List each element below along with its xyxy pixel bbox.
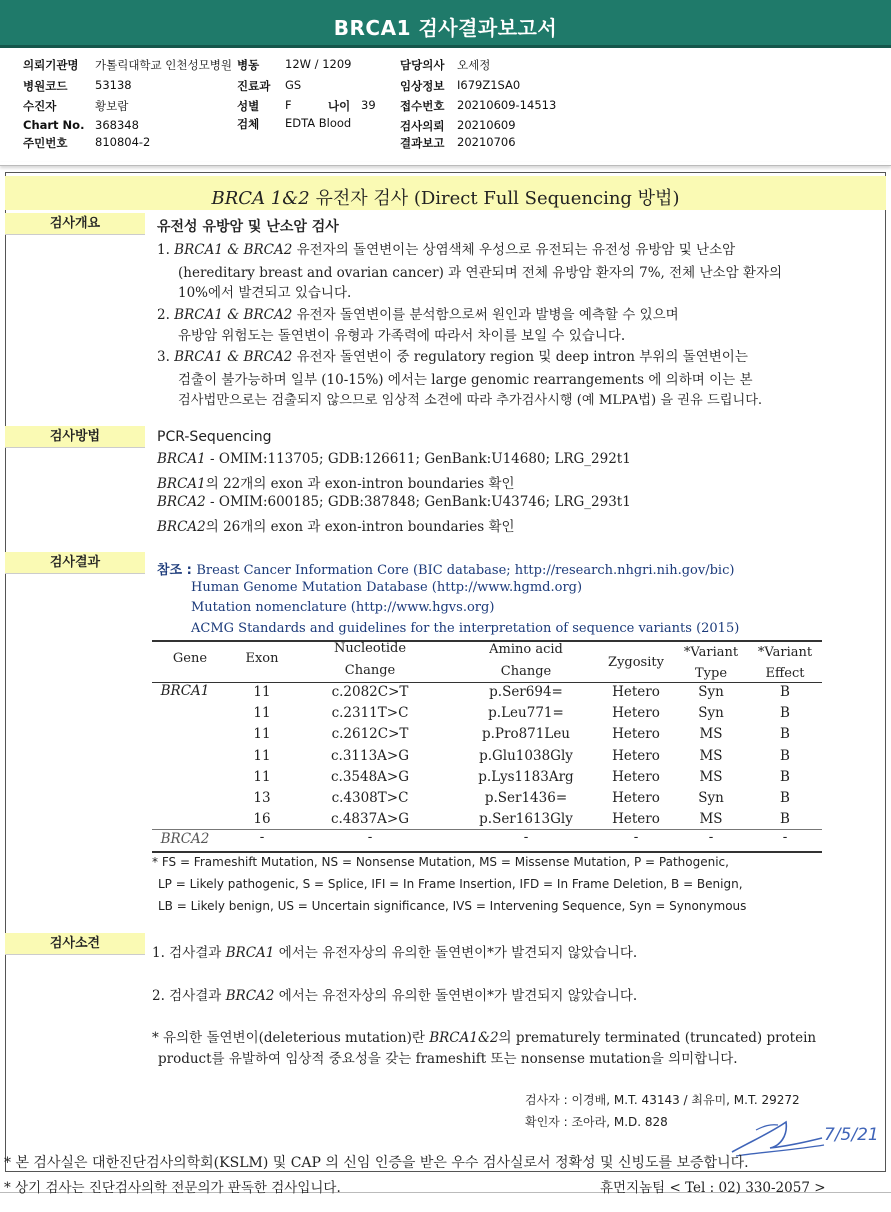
- col-variant-type-1: *Variant: [683, 645, 739, 660]
- doctor-value: 오세정: [457, 58, 491, 72]
- variant-type-cell: MS: [699, 726, 723, 743]
- variant-zyg-cell: Hetero: [612, 705, 660, 722]
- variant-effect-cell: B: [780, 811, 790, 828]
- col-amino-acid-1: Amino acid: [489, 642, 563, 657]
- variant-type-cell: MS: [699, 768, 723, 785]
- overview-line-2a: 2. BRCA1 & BRCA2 유전자 돌연변이를 분석함으로써 원인과 발병을 예측할 수 있으며: [157, 307, 679, 323]
- inst-value: 가톨릭대학교 인천성모병원: [95, 58, 232, 72]
- variant-aa-cell: p.Glu1038Gly: [479, 747, 573, 764]
- results-label: 검사결과: [5, 552, 145, 574]
- code-value: 53138: [95, 78, 132, 92]
- finding-1: 1. 검사결과 BRCA1 에서는 유전자상의 유의한 돌연변이*가 발견되지 않았습니다.: [152, 945, 638, 961]
- variant-exon-cell: 11: [253, 747, 271, 764]
- inst-label: 의뢰기관명: [23, 58, 79, 72]
- overview-line-2b: 유방암 위험도는 돌연변이 유형과 가족력에 따라서 차이를 보일 수 있습니다.: [178, 328, 626, 344]
- variant-type-cell: MS: [699, 747, 723, 764]
- reference-line-3: Mutation nomenclature (http://www.hgvs.org): [191, 600, 495, 615]
- variant-effect-cell: B: [780, 747, 790, 764]
- brca2-effect-dash: -: [782, 829, 788, 845]
- reference-line-2: Human Genome Mutation Database (http://www.hgmd.org): [191, 580, 583, 595]
- variant-zyg-cell: Hetero: [612, 747, 660, 764]
- variant-aa-cell: p.Lys1183Arg: [478, 768, 574, 785]
- sex-label: 성별: [237, 99, 260, 113]
- finding-note-2: product를 유발하여 임상적 중요성을 갖는 frameshift 또는 nonsense mutation을 의미합니다.: [158, 1051, 738, 1067]
- findings-label: 검사소견: [5, 933, 145, 955]
- overview-line-1b: (hereditary breast and ovarian cancer) 과 연관되며 전체 유방암 환자의 7%, 전체 난소암 환자의: [178, 265, 783, 281]
- sex-value: F: [285, 98, 292, 112]
- variant-aa-cell: p.Ser694=: [489, 684, 563, 700]
- patient-label: 수진자: [23, 99, 57, 113]
- chart-label: Chart No.: [23, 118, 85, 132]
- section-title: [5, 184, 886, 210]
- dept-label: 진료과: [237, 79, 271, 93]
- doctor-label: 담당의사: [400, 58, 445, 72]
- report-banner: [0, 0, 891, 48]
- brca2-exon-dash: -: [259, 829, 265, 845]
- method-line-2: BRCA1의 22개의 exon 과 exon-intron boundaries 확인: [157, 476, 515, 492]
- header-divider: [0, 162, 891, 166]
- overview-label: 검사개요: [5, 213, 145, 235]
- col-gene: Gene: [172, 651, 208, 666]
- variant-exon-cell: 11: [253, 705, 271, 722]
- gene-brca2: BRCA2: [160, 831, 210, 847]
- overview-heading: 유전성 유방암 및 난소암 검사: [157, 219, 339, 235]
- patient-value: 황보람: [95, 99, 129, 113]
- variant-type-cell: Syn: [698, 705, 724, 722]
- variant-aa-cell: p.Ser1613Gly: [479, 811, 573, 828]
- ward-value: 12W / 1209: [285, 57, 352, 71]
- variant-exon-cell: 13: [253, 790, 271, 806]
- method-line-1: BRCA1 - OMIM:113705; GDB:126611; GenBank:U14680; LRG_292t1: [157, 451, 631, 467]
- code-label: 병원코드: [23, 79, 68, 93]
- col-nucleotide-2: Change: [344, 663, 396, 678]
- variant-nuc-cell: c.3548A>G: [330, 768, 410, 785]
- abbrev-note-3: LB = Likely benign, US = Uncertain significance, IVS = Intervening Sequence, Syn = Synonymous: [158, 899, 747, 913]
- method-line-3: BRCA2 - OMIM:600185; GDB:387848; GenBank:U43746; LRG_293t1: [157, 494, 631, 510]
- specimen-value: EDTA Blood: [285, 116, 352, 130]
- col-exon: Exon: [245, 651, 279, 666]
- examiner-line: 검사자 : 이경배, M.T. 43143 / 최유미, M.T. 29272: [525, 1093, 800, 1107]
- age-label: 나이: [328, 99, 351, 113]
- chart-value: 368348: [95, 118, 139, 132]
- overview-line-3b: 검출이 불가능하며 일부 (10-15%) 에서는 large genomic rearrangements 에 의하며 이는 본: [178, 372, 753, 388]
- variant-type-cell: Syn: [698, 790, 724, 806]
- variant-type-cell: MS: [699, 811, 723, 828]
- variant-zyg-cell: Hetero: [612, 811, 660, 828]
- col-zygosity: Zygosity: [608, 655, 664, 670]
- overview-line-1c: 10%에서 발견되고 있습니다.: [178, 285, 352, 301]
- age-value: 39: [361, 98, 376, 112]
- section-title-gene: BRCA 1&2: [211, 188, 310, 209]
- variant-nuc-cell: c.4837A>G: [330, 811, 410, 828]
- id-value: 810804-2: [95, 135, 151, 149]
- variant-zyg-cell: Hetero: [612, 768, 660, 785]
- variant-aa-cell: p.Ser1436=: [484, 790, 568, 806]
- finding-2: 2. 검사결과 BRCA2 에서는 유전자상의 유의한 돌연변이*가 발견되지 않았습니다.: [152, 988, 638, 1004]
- brca2-nucleotide-dash: -: [367, 829, 373, 845]
- variant-zyg-cell: Hetero: [612, 790, 660, 806]
- dept-value: GS: [285, 78, 302, 92]
- col-nucleotide-1: Nucleotide: [333, 641, 407, 656]
- overview-line-1a: 1. BRCA1 & BRCA2 유전자의 돌연변이는 상염색체 우성으로 유전되는 유전성 유방암 및 난소암: [157, 242, 736, 258]
- variant-exon-cell: 11: [253, 726, 271, 743]
- variant-effect-cell: B: [780, 705, 790, 722]
- table-bottom-rule: [152, 851, 822, 853]
- col-amino-acid-2: Change: [500, 664, 552, 679]
- section-title-rest: 유전자 검사 (Direct Full Sequencing 방법): [309, 188, 680, 209]
- brca2-zygosity-dash: -: [633, 829, 639, 845]
- overview-line-3a: 3. BRCA1 & BRCA2 유전자 돌연변이 중 regulatory region 및 deep intron 부위의 돌연변이는: [157, 349, 748, 365]
- reference-line-1: 참조 : Breast Cancer Information Core (BIC database; http://research.nhgri.nih.gov/bic): [157, 563, 735, 578]
- handwritten-signature: [728, 1112, 879, 1162]
- method-label: 검사방법: [5, 426, 145, 448]
- variant-nuc-cell: c.2082C>T: [331, 684, 409, 700]
- variant-exon-cell: 11: [253, 684, 271, 700]
- variant-effect-cell: B: [780, 684, 790, 700]
- variant-exon-cell: 16: [253, 811, 271, 828]
- clinical-value: I679Z1SA0: [457, 78, 521, 92]
- report-date-value: 20210706: [457, 135, 516, 149]
- footer-note: * 상기 검사는 진단검사의학 전문의가 판독한 검사입니다.: [4, 1180, 341, 1196]
- clinical-label: 임상정보: [400, 79, 445, 93]
- col-variant-effect-1: *Variant: [757, 645, 813, 660]
- report-title: BRCA1 검사결과보고서: [333, 16, 558, 40]
- request-value: 20210609: [457, 118, 516, 132]
- request-label: 검사의뢰: [400, 119, 445, 133]
- method-heading: PCR-Sequencing: [157, 429, 272, 445]
- variant-nuc-cell: c.3113A>G: [330, 747, 410, 764]
- report-date-label: 결과보고: [400, 136, 445, 150]
- receipt-value: 20210609-14513: [457, 98, 557, 112]
- abbrev-note-1: * FS = Frameshift Mutation, NS = Nonsense Mutation, MS = Missense Mutation, P = Pathogenic,: [152, 855, 729, 869]
- col-variant-effect-2: Effect: [765, 666, 805, 681]
- variant-aa-cell: p.Pro871Leu: [481, 726, 570, 743]
- abbrev-note-2: LP = Likely pathogenic, S = Splice, IFI = In Frame Insertion, IFD = In Frame Deletion, B = Benign,: [158, 877, 743, 891]
- variant-aa-cell: p.Leu771=: [488, 705, 564, 722]
- brca2-amino-acid-dash: -: [523, 829, 529, 845]
- footer-accreditation: * 본 검사실은 대한진단검사의학회(KSLM) 및 CAP 의 신임 인증을 받은 우수 검사실로서 정확성 및 신빙도를 보증합니다.: [4, 1155, 749, 1171]
- variant-zyg-cell: Hetero: [612, 726, 660, 743]
- handwritten-date: 7/5/21: [824, 1125, 879, 1145]
- specimen-label: 검체: [237, 117, 260, 131]
- variant-zyg-cell: Hetero: [612, 684, 660, 700]
- gene-brca1: BRCA1: [160, 683, 210, 699]
- overview-line-3c: 검사법만으로는 검출되지 않으므로 임상적 소견에 따라 추가검사시행 (예 MLPA법) 을 권유 드립니다.: [178, 393, 763, 408]
- table-header-rule: [152, 682, 822, 683]
- variant-exon-cell: 11: [253, 768, 271, 785]
- finding-note-1: * 유의한 돌연변이(deleterious mutation)란 BRCA1&2의 prematurely terminated (truncated) protein: [152, 1030, 817, 1046]
- method-line-4: BRCA2의 26개의 exon 과 exon-intron boundaries 확인: [157, 519, 515, 535]
- variant-nuc-cell: c.2612C>T: [331, 726, 409, 743]
- confirmer-line: 확인자 : 조아라, M.D. 828: [525, 1115, 668, 1129]
- receipt-label: 접수번호: [400, 99, 445, 113]
- variant-nuc-cell: c.4308T>C: [331, 790, 409, 806]
- variant-effect-cell: B: [780, 726, 790, 743]
- variant-effect-cell: B: [780, 790, 790, 806]
- id-label: 주민번호: [23, 136, 68, 150]
- variant-effect-cell: B: [780, 768, 790, 785]
- brca2-type-dash: -: [708, 829, 714, 845]
- footer-contact: 휴먼지놈팀 < Tel : 02) 330-2057 >: [600, 1180, 826, 1196]
- reference-line-4: ACMG Standards and guidelines for the interpretation of sequence variants (2015): [191, 621, 740, 636]
- ward-label: 병동: [237, 58, 260, 72]
- variant-nuc-cell: c.2311T>C: [331, 705, 409, 722]
- col-variant-type-2: Type: [694, 666, 728, 681]
- variant-type-cell: Syn: [698, 684, 724, 700]
